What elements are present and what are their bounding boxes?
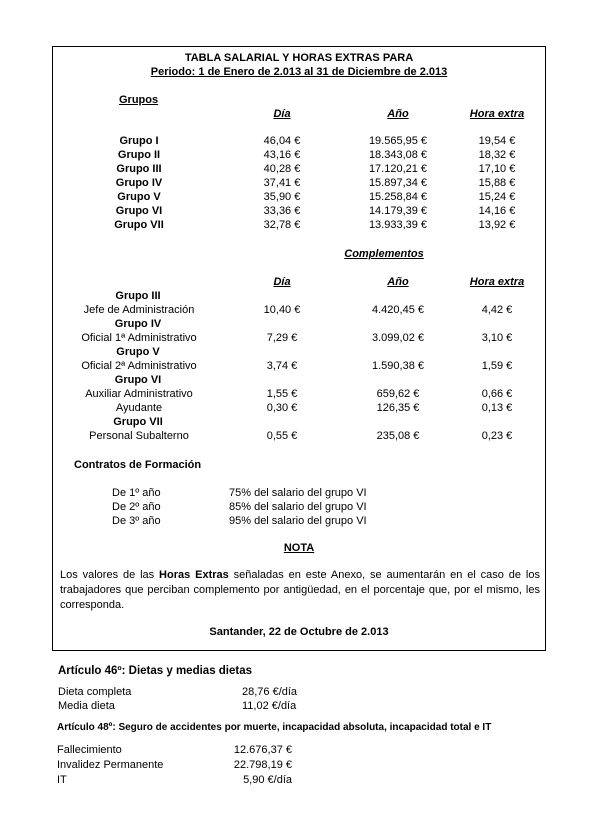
complement-position-label: Personal Subalterno [89,430,189,442]
complement-day-value: 0,55 € [266,430,298,442]
salary-day-value: 43,16 € [263,149,301,161]
salary-overtime-value: 15,24 € [478,191,516,203]
salary-group-label: Grupo V [117,191,161,203]
diet-label: Dieta completa [58,686,132,698]
complement-position-label: Oficial 2ª Administrativo [81,360,197,372]
insurance-label: Fallecimiento [57,744,122,756]
salary-year-value: 15.897,34 € [368,177,428,189]
training-value: 95% del salario del grupo VI [229,515,367,527]
complement-day-value: 0,30 € [266,402,298,414]
salary-group-label: Grupo VII [114,219,164,231]
col-overtime-heading: Hora extra [469,108,525,120]
complement-year-value: 4.420,45 € [372,304,424,316]
training-year-label: De 3º año [112,515,161,527]
article46-heading: Artículo 46º: Dietas y medias dietas [58,665,253,677]
training-value: 75% del salario del grupo VI [229,487,367,499]
comp-col-day-heading: Día [273,276,291,288]
salary-year-value: 18.343,08 € [368,149,428,161]
col-day-heading: Día [273,108,291,120]
insurance-value: 22.798,19 € [233,759,292,771]
training-year-label: De 2º año [112,501,161,513]
salary-year-value: 15.258,84 € [368,191,428,203]
salary-year-value: 13.933,39 € [368,219,428,231]
salary-year-value: 14.179,39 € [368,205,428,217]
complement-group-label: Grupo IV [114,318,162,330]
note-paragraph [60,568,540,613]
complement-overtime-value: 0,66 € [481,388,513,400]
salary-overtime-value: 14,16 € [478,205,516,217]
note-heading: NOTA [283,542,315,554]
complement-overtime-value: 4,42 € [481,304,513,316]
salary-overtime-value: 15,88 € [478,177,516,189]
training-heading: Contratos de Formación [74,459,202,471]
salary-year-value: 17.120,21 € [368,163,428,175]
comp-col-overtime-heading: Hora extra [469,276,525,288]
training-year-label: De 1º año [112,487,161,499]
salary-day-value: 46,04 € [263,135,301,147]
salary-overtime-value: 17,10 € [478,163,516,175]
complement-position-label: Oficial 1ª Administrativo [81,332,197,344]
insurance-label: IT [57,774,67,786]
complement-day-value: 10,40 € [263,304,301,316]
complement-year-value: 235,08 € [376,430,420,442]
period-subtitle: Periodo: 1 de Enero de 2.013 al 31 de Diciembre de 2.013 [150,66,448,78]
complement-group-label: Grupo VI [114,374,162,386]
complements-heading: Complementos [344,248,424,260]
salary-group-label: Grupo III [116,163,162,175]
comp-col-year-heading: Año [387,276,409,288]
complement-year-value: 659,62 € [376,388,420,400]
salary-overtime-value: 13,92 € [478,219,516,231]
salary-day-value: 35,90 € [263,191,301,203]
diet-value: 28,76 €/día [242,686,298,698]
diet-value: 11,02 €/día [242,700,297,712]
col-year-heading: Año [387,108,409,120]
complement-overtime-value: 0,13 € [481,402,513,414]
complement-group-label: Grupo VII [113,416,163,428]
complement-day-value: 3,74 € [266,360,298,372]
complement-overtime-value: 1,59 € [481,360,513,372]
complement-year-value: 3.099,02 € [372,332,424,344]
salary-day-value: 40,28 € [263,163,301,175]
salary-day-value: 32,78 € [263,219,301,231]
diet-label: Media dieta [58,700,115,712]
complement-position-label: Auxiliar Administrativo [85,388,193,400]
training-value: 85% del salario del grupo VI [229,501,367,513]
salary-overtime-value: 18,32 € [478,149,516,161]
article48-heading: Artículo 48º: Seguro de accidentes por muerte, incapacidad absoluta, incapacidad total e IT [57,722,492,733]
note-text-start: Los valores de las [60,569,160,581]
groups-heading: Grupos [119,94,159,106]
complement-overtime-value: 3,10 € [481,332,513,344]
complement-year-value: 126,35 € [376,402,420,414]
salary-day-value: 37,41 € [263,177,301,189]
note-text-end: señaladas en este Anexo, se aumentarán en el caso de los trabajadores que perciban complemento por antigüedad, en el porcentaje que, por el mismo, les corresponda. [60,569,540,611]
complement-position-label: Ayudante [115,402,163,414]
insurance-label: Invalidez Permanente [57,759,164,771]
complement-position-label: Jefe de Administración [83,304,195,316]
note-text-bold: Horas Extras [159,569,229,581]
complement-group-label: Grupo III [115,290,161,302]
complement-day-value: 7,29 € [266,332,298,344]
complement-year-value: 1.590,38 € [372,360,424,372]
salary-group-label: Grupo I [119,135,159,147]
salary-group-label: Grupo IV [115,177,163,189]
salary-year-value: 19.565,95 € [368,135,428,147]
complement-overtime-value: 0,23 € [481,430,513,442]
complement-group-label: Grupo V [116,346,160,358]
salary-day-value: 33,36 € [263,205,301,217]
complement-day-value: 1,55 € [266,388,298,400]
salary-group-label: Grupo II [117,149,161,161]
signature-date: Santander, 22 de Octubre de 2.013 [209,626,389,638]
salary-overtime-value: 19,54 € [478,135,516,147]
document-title: TABLA SALARIAL Y HORAS EXTRAS PARA [184,52,414,64]
insurance-value: 5,90 €/día [243,774,292,786]
salary-group-label: Grupo VI [115,205,163,217]
insurance-value: 12.676,37 € [233,744,292,756]
